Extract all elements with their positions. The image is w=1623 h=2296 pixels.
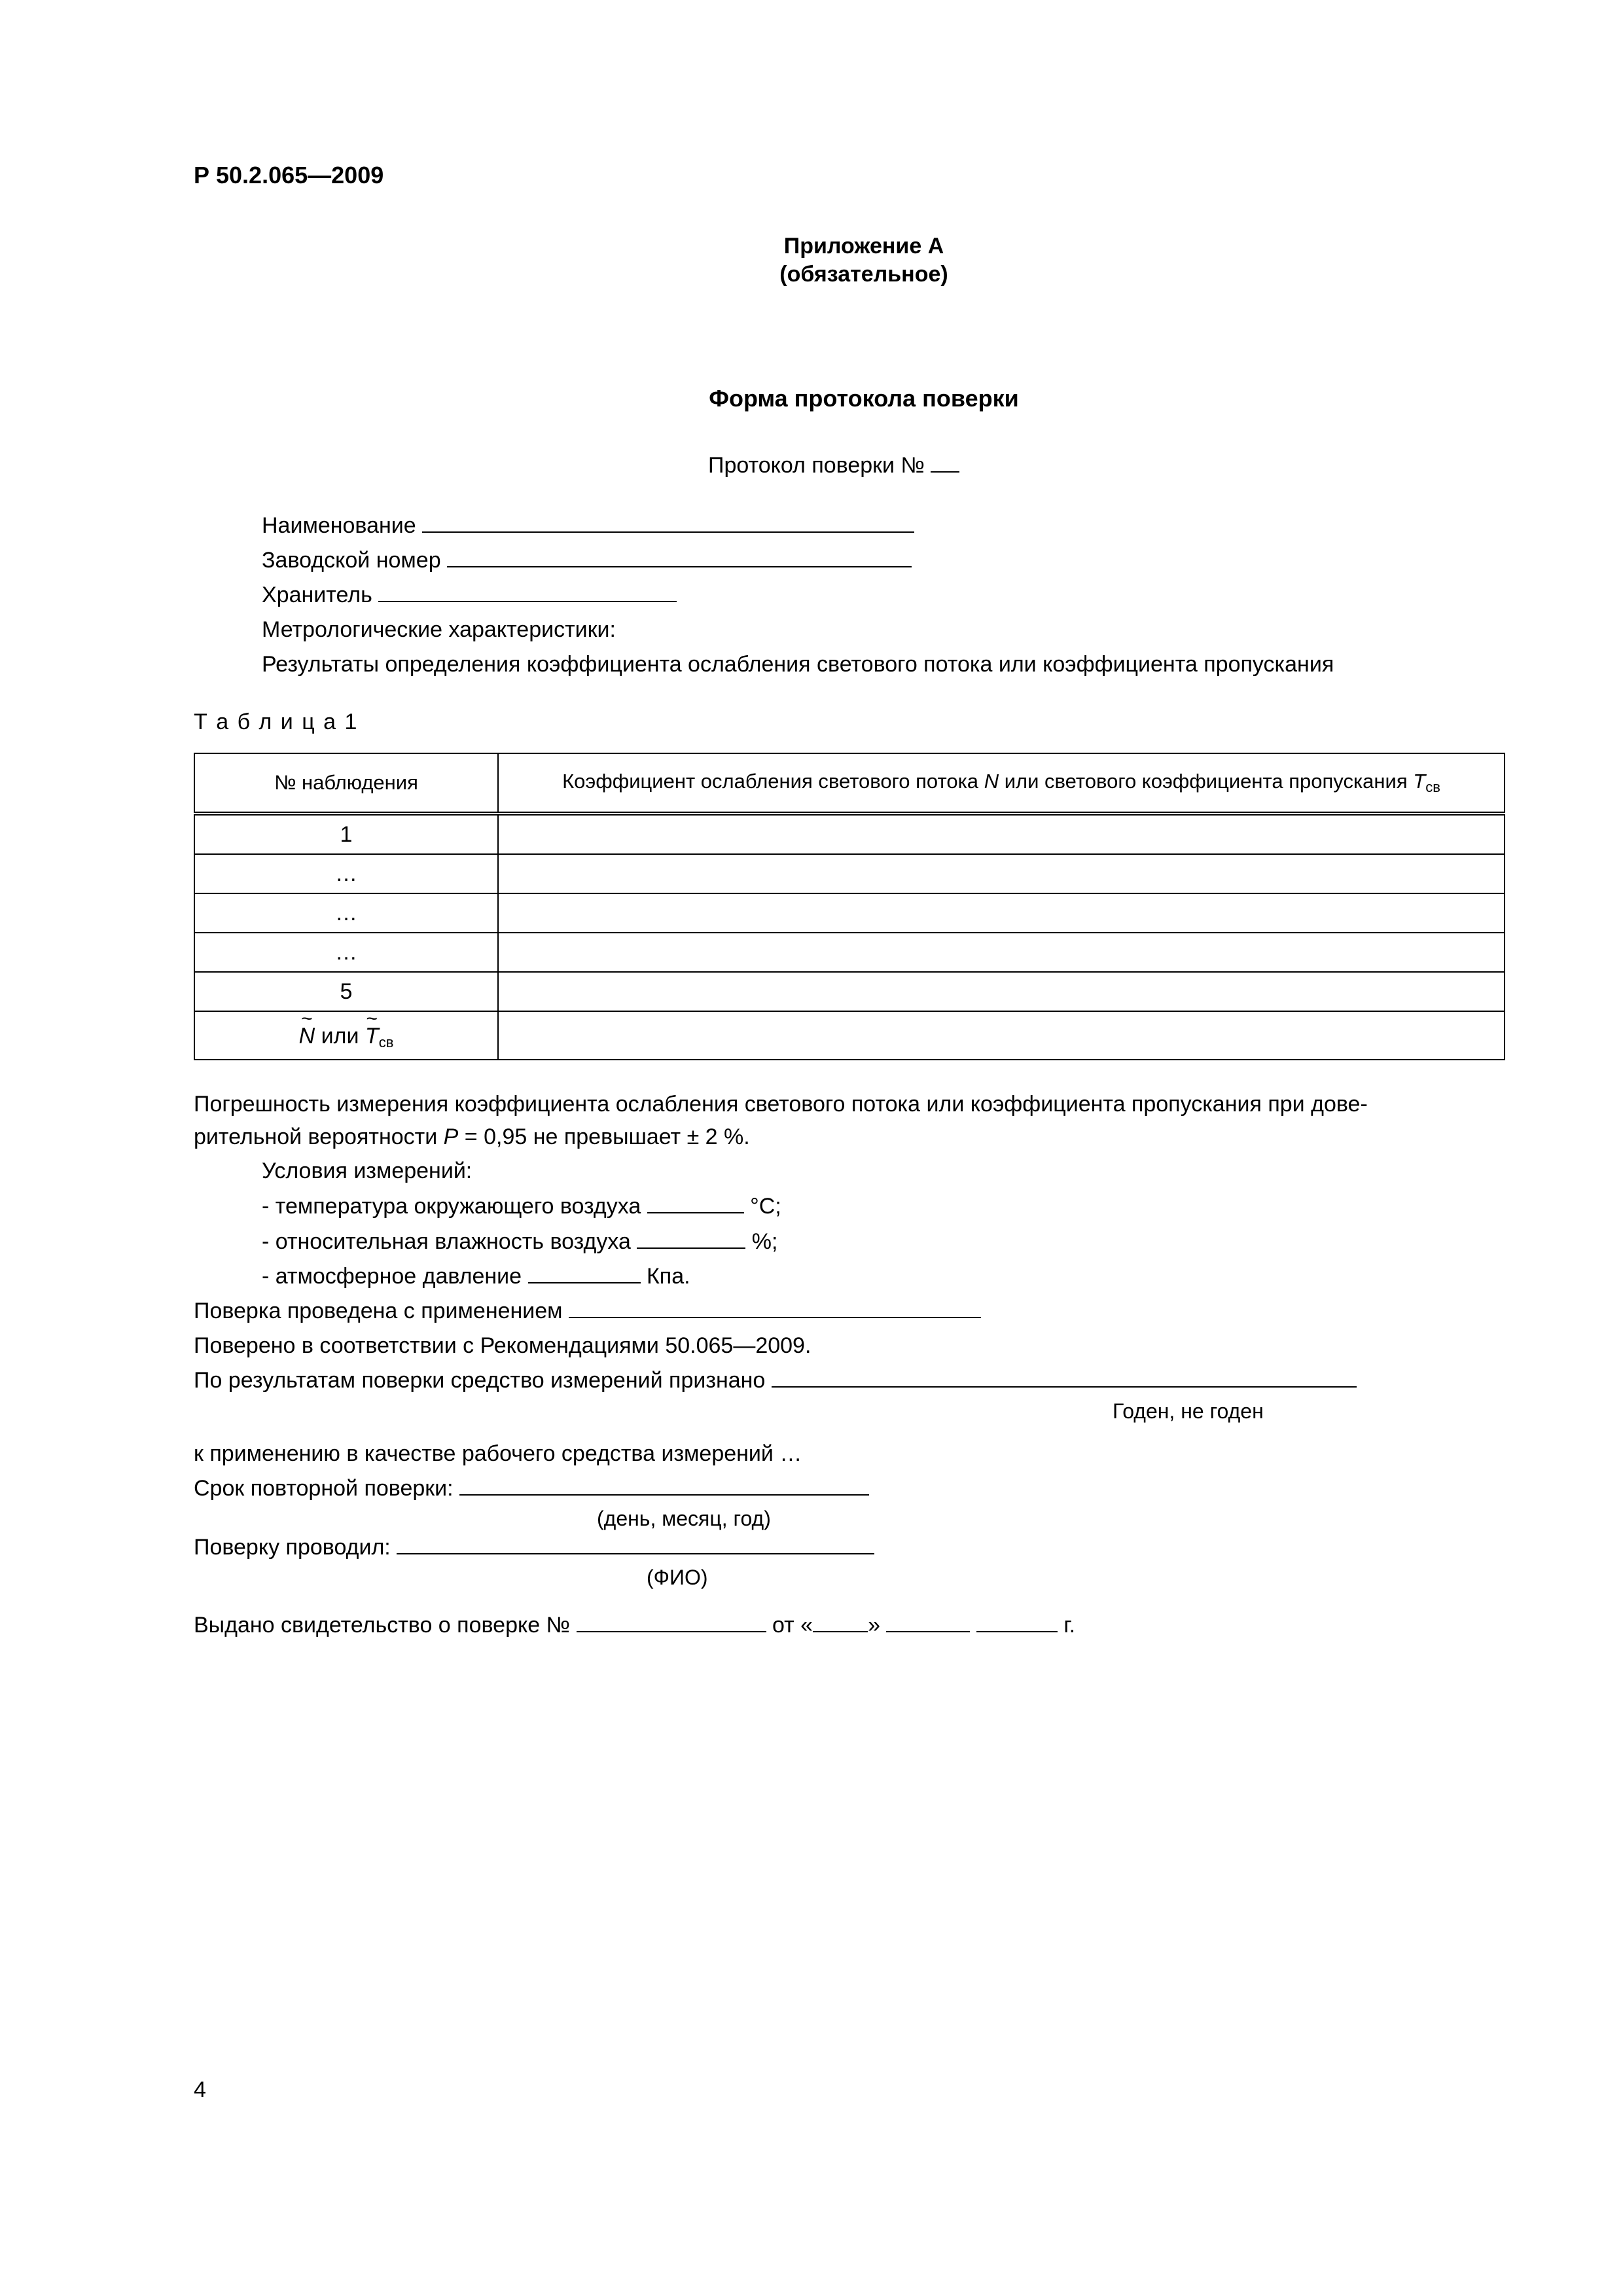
value-cell[interactable] (498, 893, 1505, 933)
applied-field (194, 1297, 981, 1325)
result-field (194, 1367, 1357, 1394)
metrology-label: Метрологические характеристики: (262, 617, 616, 642)
error-line-2-p: P (443, 1124, 459, 1149)
name-label: Наименование (262, 513, 416, 538)
observation-cell: … (194, 893, 498, 933)
protocol-number-blank[interactable] (931, 452, 959, 473)
value-cell[interactable] (498, 972, 1505, 1011)
coefficient-header-mid: или светового коэффициента пропускания (1004, 770, 1408, 793)
certificate-year-suffix: г. (1063, 1613, 1076, 1638)
result-hint: Годен, не годен (1113, 1399, 1264, 1423)
applied-label: Поверка проведена с применением (194, 1299, 563, 1323)
pressure-unit: Кпа. (646, 1264, 690, 1289)
humidity-blank[interactable] (637, 1228, 745, 1249)
table-row-mean (194, 1011, 1505, 1060)
protocol-line (708, 452, 959, 479)
verifier-field (194, 1534, 874, 1561)
certificate-label: Выдано свидетельство о поверке № (194, 1613, 571, 1638)
observation-cell: … (194, 854, 498, 893)
appendix-status: (обязательное) (779, 262, 948, 287)
applied-blank[interactable] (569, 1297, 981, 1318)
observation-cell: 5 (194, 972, 498, 1011)
table-row (194, 893, 1505, 933)
serial-label: Заводской номер (262, 548, 441, 573)
certificate-day-blank[interactable] (813, 1611, 868, 1632)
conditions-label: Условия измерений: (262, 1158, 473, 1183)
name-field (262, 512, 914, 539)
keeper-field (262, 581, 677, 609)
result-label: По результатам поверки средство измерений признано (194, 1368, 766, 1393)
column-header-observation: № наблюдения (194, 753, 498, 814)
table-row (194, 972, 1505, 1011)
value-cell[interactable] (498, 854, 1505, 893)
mean-t-symbol: ~ T (365, 1024, 379, 1049)
repeat-blank[interactable] (459, 1475, 869, 1496)
form-title: Форма протокола поверки (709, 385, 1019, 412)
table-row (194, 933, 1505, 972)
pressure-blank[interactable] (528, 1263, 641, 1283)
humidity-unit: %; (751, 1229, 778, 1254)
column-header-coefficient (498, 753, 1505, 814)
results-label: Результаты определения коэффициента ослабления светового потока или коэффициента пропускания (262, 652, 1334, 677)
table-header-row (194, 753, 1505, 814)
certificate-number-blank[interactable] (577, 1611, 766, 1632)
appendix-title: Приложение А (783, 234, 944, 259)
mean-mid-text: или (315, 1024, 365, 1049)
observation-cell: … (194, 933, 498, 972)
mean-n-symbol: ~ N (299, 1024, 315, 1049)
mean-value-cell[interactable] (498, 1011, 1505, 1060)
table-row (194, 854, 1505, 893)
certificate-month-blank[interactable] (886, 1611, 970, 1632)
coefficient-header-t: T (1413, 770, 1426, 793)
pressure-label: - атмосферное давление (262, 1264, 522, 1289)
observation-cell: 1 (194, 814, 498, 854)
table-row (194, 814, 1505, 854)
repeat-label: Срок повторной поверки: (194, 1476, 454, 1501)
page-number: 4 (194, 2077, 206, 2102)
mean-label-cell (194, 1011, 498, 1060)
verifier-blank[interactable] (397, 1534, 874, 1554)
humidity-field (262, 1228, 777, 1255)
keeper-label: Хранитель (262, 583, 372, 607)
error-line-2 (194, 1123, 750, 1151)
error-line-2-text-a: рительной вероятности (194, 1124, 438, 1149)
temperature-label: - температура окружающего воздуха (262, 1194, 641, 1219)
temperature-field (262, 1193, 781, 1220)
protocol-label: Протокол поверки № (708, 453, 925, 478)
serial-blank[interactable] (447, 547, 912, 567)
certificate-quote-close: » (868, 1613, 880, 1638)
temperature-blank[interactable] (647, 1193, 744, 1213)
repeat-field (194, 1475, 869, 1502)
result-blank[interactable] (772, 1367, 1357, 1388)
coefficient-header-n: N (984, 770, 999, 793)
usage-text: к применению в качестве рабочего средства измерений … (194, 1441, 802, 1466)
coefficient-header-sub: св (1425, 779, 1440, 795)
table-caption: Т а б л и ц а 1 (194, 709, 359, 734)
certificate-from: от « (772, 1613, 813, 1638)
name-blank[interactable] (422, 512, 914, 533)
coefficient-header-prefix: Коэффициент ослабления светового потока (562, 770, 979, 793)
results-table (194, 753, 1505, 1060)
repeat-hint: (день, месяц, год) (597, 1507, 771, 1530)
keeper-blank[interactable] (378, 581, 677, 602)
according-text: Поверено в соответствии с Рекомендациями 50.065—2009. (194, 1333, 812, 1358)
humidity-label: - относительная влажность воздуха (262, 1229, 631, 1254)
certificate-field (194, 1611, 1075, 1639)
verifier-hint: (ФИО) (647, 1566, 708, 1589)
serial-field (262, 547, 912, 574)
value-cell[interactable] (498, 814, 1505, 854)
certificate-year-blank[interactable] (976, 1611, 1058, 1632)
value-cell[interactable] (498, 933, 1505, 972)
error-line-1: Погрешность измерения коэффициента ослабления светового потока или коэффициента пропускания при дове- (194, 1092, 1368, 1117)
document-code: Р 50.2.065—2009 (194, 162, 384, 188)
verifier-label: Поверку проводил: (194, 1535, 391, 1560)
pressure-field (262, 1263, 690, 1290)
temperature-unit: °С; (750, 1194, 781, 1219)
error-line-2-text-b: = 0,95 не превышает ± 2 %. (464, 1124, 750, 1149)
mean-t-sub: св (378, 1034, 394, 1050)
